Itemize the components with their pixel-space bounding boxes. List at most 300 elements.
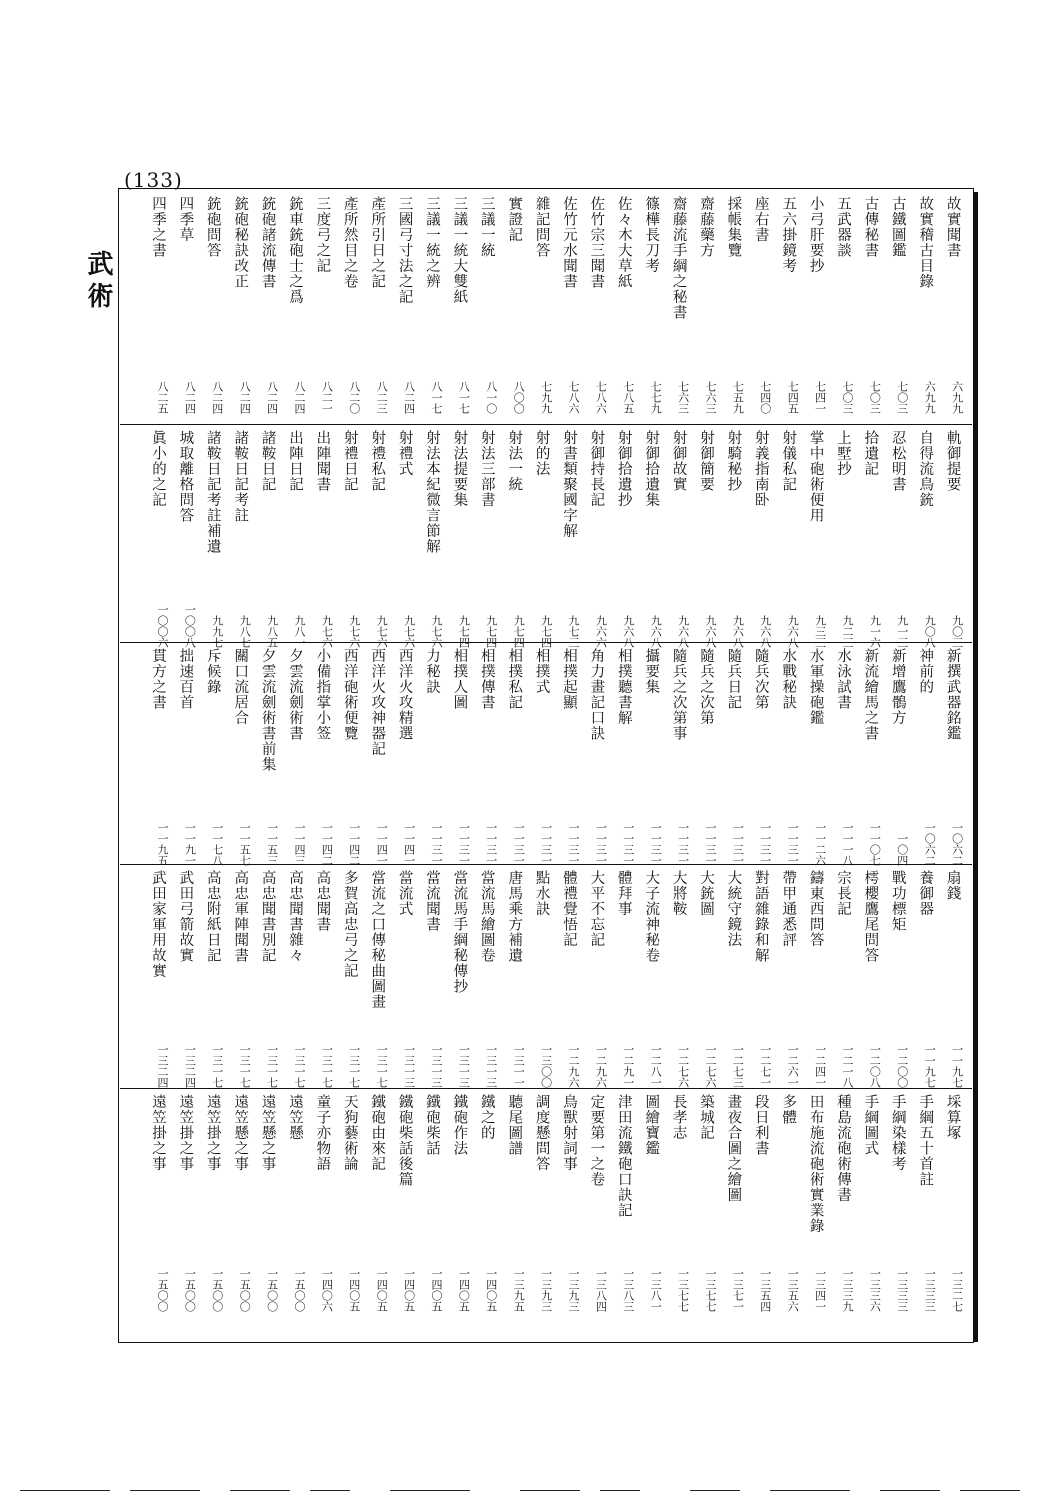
entry-page-number: 九七四 bbox=[512, 615, 526, 648]
page-number: (133) bbox=[124, 168, 183, 192]
entry-title: 故實聞書 bbox=[944, 196, 961, 258]
entry-title: 水戰秘訣 bbox=[780, 648, 797, 710]
entry-title: 射御拾遺抄 bbox=[615, 430, 632, 508]
entry-page-number: 九八七 bbox=[238, 615, 252, 648]
entry-page-number: 一三八四 bbox=[594, 1268, 608, 1312]
entry-title: 三度弓之記 bbox=[314, 196, 331, 274]
entry-title: 戰功標矩 bbox=[889, 870, 906, 932]
index-tier-3 bbox=[120, 648, 972, 872]
entry-page-number: 一一〇七 bbox=[868, 822, 882, 866]
entry-page-number: 一三七一 bbox=[731, 1268, 745, 1312]
index-tier-1 bbox=[120, 196, 972, 420]
entry-page-number: 一三一三 bbox=[457, 1044, 471, 1088]
index-entry bbox=[338, 196, 362, 420]
entry-title: 隨兵次第 bbox=[752, 648, 769, 710]
entry-title: 城取離格問答 bbox=[177, 430, 194, 523]
index-entry bbox=[393, 870, 417, 1094]
entry-title: 築城記 bbox=[698, 1094, 714, 1141]
index-entry bbox=[502, 430, 526, 654]
index-entry bbox=[502, 870, 526, 1094]
entry-page-number: 一五〇〇 bbox=[183, 1268, 197, 1312]
entry-page-number: 一一三一 bbox=[457, 822, 471, 866]
entry-title: 定要第一之卷 bbox=[588, 1094, 605, 1187]
entry-title: 上墅抄 bbox=[835, 430, 851, 477]
entry-page-number: 九七六 bbox=[430, 615, 443, 648]
entry-page-number: 一三一七 bbox=[265, 1044, 279, 1088]
entry-page-number: 一三九三 bbox=[539, 1268, 553, 1312]
entry-page-number: 九七六 bbox=[375, 615, 389, 648]
index-entry bbox=[886, 430, 910, 654]
entry-title: 樗櫻鷹尾問答 bbox=[862, 870, 879, 963]
index-entry bbox=[749, 870, 773, 1094]
entry-title: 點水訣 bbox=[533, 870, 550, 917]
index-entry bbox=[667, 870, 691, 1094]
index-entry bbox=[584, 1094, 608, 1318]
index-entry bbox=[173, 870, 197, 1094]
entry-page-number: 一一五三 bbox=[265, 822, 279, 866]
entry-title: 鑄東西問答 bbox=[807, 870, 824, 948]
entry-title: 埰算塚 bbox=[944, 1094, 961, 1141]
entry-title: 遠笠懸之事 bbox=[232, 1094, 249, 1172]
entry-page-number: 一三七七 bbox=[704, 1268, 717, 1312]
entry-page-number: 一五〇〇 bbox=[293, 1268, 306, 1312]
entry-title: 當流式 bbox=[396, 870, 413, 917]
entry-title: 射法三部書 bbox=[478, 430, 495, 508]
index-entry bbox=[420, 196, 444, 420]
entry-title: 射法一統 bbox=[506, 430, 523, 492]
index-entry bbox=[365, 430, 389, 654]
index-entry bbox=[557, 870, 581, 1094]
index-entry bbox=[639, 196, 663, 420]
entry-title: 三議一統 bbox=[478, 196, 495, 258]
index-entry bbox=[721, 870, 745, 1094]
tier-divider bbox=[120, 1088, 972, 1089]
entry-title: 帶甲通悉評 bbox=[780, 870, 797, 948]
entry-title: 水軍操砲鑑 bbox=[807, 648, 824, 726]
index-entry bbox=[228, 1094, 252, 1318]
entry-page-number: 一五〇〇 bbox=[156, 1268, 169, 1312]
index-entry bbox=[667, 430, 691, 654]
index-entry bbox=[886, 870, 910, 1094]
index-entry bbox=[310, 648, 334, 872]
index-entry bbox=[804, 1094, 828, 1318]
entry-page-number: 一〇六二 bbox=[923, 822, 937, 866]
entry-title: 大將鞍 bbox=[670, 870, 687, 917]
entry-title: 多賀高忠弓之記 bbox=[341, 870, 358, 979]
entry-page-number: 七七九 bbox=[649, 381, 663, 414]
index-entry bbox=[858, 870, 882, 1094]
entry-title: 拾遺記 bbox=[862, 430, 879, 477]
index-entry bbox=[831, 870, 855, 1094]
entry-title: 唐馬乘方補遺 bbox=[506, 870, 523, 963]
index-entry bbox=[584, 648, 608, 872]
section-label: 武術 bbox=[83, 250, 113, 314]
index-entry bbox=[228, 430, 252, 654]
entry-page-number: 一〇〇八 bbox=[183, 604, 197, 648]
entry-title: 相撲傳書 bbox=[478, 648, 495, 710]
entry-title: 射御簡要 bbox=[698, 430, 714, 492]
entry-title: 諸鞍日記 bbox=[259, 430, 276, 492]
entry-title: 遠笠掛之事 bbox=[150, 1094, 166, 1172]
entry-title: 武田弓箭故實 bbox=[177, 870, 194, 963]
index-entry bbox=[530, 430, 554, 654]
entry-page-number: 九一三 bbox=[895, 615, 909, 648]
entry-title: 角力畫記口訣 bbox=[588, 648, 605, 741]
index-entry bbox=[694, 870, 718, 1094]
entry-page-number: 九七六 bbox=[402, 615, 416, 648]
entry-title: 四季草 bbox=[177, 196, 194, 243]
entry-page-number: 一二一八 bbox=[841, 1044, 854, 1088]
index-entry bbox=[858, 196, 882, 420]
index-entry bbox=[475, 870, 499, 1094]
index-entry bbox=[228, 870, 252, 1094]
entry-page-number: 一一四二 bbox=[347, 822, 361, 866]
index-entry bbox=[201, 196, 225, 420]
index-entry bbox=[749, 430, 773, 654]
index-entry bbox=[365, 1094, 389, 1318]
index-entry bbox=[420, 870, 444, 1094]
entry-title: 宗長記 bbox=[835, 870, 851, 917]
entry-page-number: 一一三一 bbox=[758, 822, 772, 866]
entry-title: 三議一統之辨 bbox=[424, 196, 440, 289]
index-entry bbox=[584, 870, 608, 1094]
entry-page-number: 一二七三 bbox=[731, 1044, 745, 1088]
index-entry bbox=[393, 430, 417, 654]
entry-title: 銃砲問答 bbox=[204, 196, 221, 258]
entry-page-number: 一五〇〇 bbox=[238, 1268, 252, 1312]
entry-title: 貫方之書 bbox=[150, 648, 166, 710]
entry-title: 眞小的之記 bbox=[150, 430, 166, 508]
entry-page-number: 一一三一 bbox=[676, 822, 690, 866]
index-entry bbox=[941, 196, 965, 420]
index-entry bbox=[776, 1094, 800, 1318]
index-entry bbox=[201, 648, 225, 872]
index-entry bbox=[338, 1094, 362, 1318]
entry-page-number: 七四五 bbox=[786, 381, 800, 414]
index-entry bbox=[502, 648, 526, 872]
entry-title: 武田家軍用故實 bbox=[150, 870, 166, 979]
entry-title: 遠笠懸 bbox=[287, 1094, 303, 1141]
entry-page-number: 一一九七 bbox=[923, 1044, 937, 1088]
index-entry bbox=[721, 196, 745, 420]
entry-page-number: 九七三 bbox=[567, 615, 580, 648]
index-entry bbox=[584, 196, 608, 420]
index-entry bbox=[694, 648, 718, 872]
entry-title: 新流繪馬之書 bbox=[862, 648, 879, 741]
entry-title: 射御拾遺集 bbox=[643, 430, 660, 508]
entry-title: 遠笠掛之事 bbox=[177, 1094, 194, 1172]
index-entry bbox=[721, 430, 745, 654]
entry-page-number: 一三三三 bbox=[923, 1268, 937, 1312]
entry-title: 夕雲流劍術書前集 bbox=[259, 648, 276, 772]
index-entry bbox=[201, 430, 225, 654]
index-entry bbox=[639, 1094, 663, 1318]
entry-page-number: 八一〇 bbox=[484, 381, 498, 414]
entry-title: 段日利書 bbox=[752, 1094, 769, 1156]
entry-title: 大銃圖 bbox=[698, 870, 714, 917]
entry-page-number: 一二〇八 bbox=[868, 1044, 882, 1088]
entry-title: 手綱染樣考 bbox=[889, 1094, 906, 1172]
entry-title: 高忠聞書別記 bbox=[259, 870, 276, 963]
entry-page-number: 六九九 bbox=[950, 381, 964, 414]
index-entry bbox=[831, 196, 855, 420]
entry-title: 養御器 bbox=[917, 870, 934, 917]
entry-page-number: 九七六 bbox=[320, 615, 334, 648]
entry-page-number: 八二一 bbox=[320, 381, 334, 414]
entry-title: 高忠附紙日記 bbox=[204, 870, 221, 963]
index-entry bbox=[447, 1094, 471, 1318]
index-tier-4 bbox=[120, 870, 972, 1094]
index-tier-5 bbox=[120, 1094, 972, 1318]
entry-title: 佐竹宗三聞書 bbox=[588, 196, 605, 289]
entry-title: 遠笠掛之事 bbox=[204, 1094, 221, 1172]
entry-title: 齋藤流手綱之秘書 bbox=[670, 196, 687, 320]
index-entry bbox=[858, 648, 882, 872]
index-entry bbox=[776, 648, 800, 872]
entry-title: 銃砲諸流傳書 bbox=[259, 196, 276, 289]
index-entry bbox=[886, 1094, 910, 1318]
entry-title: 調度懸問答 bbox=[533, 1094, 550, 1172]
entry-title: 三議一統大雙紙 bbox=[451, 196, 468, 305]
entry-page-number: 八二〇 bbox=[347, 381, 361, 414]
entry-page-number: 一一三一 bbox=[512, 822, 526, 866]
entry-title: 拙速百首 bbox=[177, 648, 194, 710]
index-entry bbox=[365, 196, 389, 420]
entry-page-number: 一三三九 bbox=[841, 1268, 854, 1312]
entry-page-number: 一四〇五 bbox=[430, 1268, 443, 1312]
index-entry bbox=[667, 648, 691, 872]
index-entry bbox=[146, 196, 170, 420]
entry-page-number: 九六八 bbox=[649, 615, 663, 648]
entry-title: 圖繪寶鑑 bbox=[643, 1094, 660, 1156]
entry-page-number: 九〇三 bbox=[950, 615, 964, 648]
entry-title: 故實稽古目錄 bbox=[917, 196, 934, 289]
entry-page-number: 一一三一 bbox=[621, 822, 635, 866]
index-entry bbox=[447, 196, 471, 420]
index-entry bbox=[173, 430, 197, 654]
entry-page-number: 一四〇六 bbox=[320, 1268, 334, 1312]
entry-page-number: 一四〇五 bbox=[402, 1268, 416, 1312]
entry-title: 高忠聞書雜々 bbox=[287, 870, 303, 963]
entry-title: 體拜事 bbox=[615, 870, 632, 917]
entry-page-number: 七九九 bbox=[539, 381, 553, 414]
entry-page-number: 九六八 bbox=[786, 615, 800, 648]
index-entry bbox=[941, 870, 965, 1094]
index-entry bbox=[283, 648, 307, 872]
index-entry bbox=[639, 648, 663, 872]
index-entry bbox=[804, 648, 828, 872]
index-entry bbox=[831, 1094, 855, 1318]
entry-page-number: 八二四 bbox=[238, 381, 252, 414]
entry-page-number: 一二九一 bbox=[621, 1044, 635, 1088]
entry-page-number: 七八五 bbox=[621, 381, 635, 414]
entry-title: 產所然目之卷 bbox=[341, 196, 358, 289]
entry-title: 射儀私記 bbox=[780, 430, 797, 492]
index-entry bbox=[913, 1094, 937, 1318]
entry-page-number: 八二三 bbox=[375, 381, 389, 414]
entry-title: 天狗藝術論 bbox=[341, 1094, 358, 1172]
index-entry bbox=[530, 1094, 554, 1318]
index-entry bbox=[886, 648, 910, 872]
entry-page-number: 一三四一 bbox=[813, 1268, 827, 1312]
entry-page-number: 一四〇五 bbox=[457, 1268, 471, 1312]
entry-title: 長孝志 bbox=[670, 1094, 687, 1141]
entry-page-number: 一一三一 bbox=[649, 822, 663, 866]
index-entry bbox=[667, 1094, 691, 1318]
entry-page-number: 一二八一 bbox=[649, 1044, 663, 1088]
entry-title: 自得流鳥銃 bbox=[917, 430, 934, 508]
index-entry bbox=[256, 648, 280, 872]
index-entry bbox=[913, 196, 937, 420]
entry-page-number: 八〇〇 bbox=[512, 381, 526, 414]
index-entry bbox=[502, 196, 526, 420]
index-entry bbox=[475, 430, 499, 654]
index-entry bbox=[420, 1094, 444, 1318]
entry-page-number: 一二四一 bbox=[813, 1044, 827, 1088]
index-entry bbox=[694, 196, 718, 420]
entry-page-number: 一一七八 bbox=[210, 822, 224, 866]
entry-title: 種島流砲術傳書 bbox=[835, 1094, 851, 1203]
entry-page-number: 一三二七 bbox=[950, 1268, 964, 1312]
index-entry bbox=[612, 870, 636, 1094]
index-entry bbox=[804, 196, 828, 420]
entry-page-number: 一五〇〇 bbox=[210, 1268, 224, 1312]
entry-page-number: 七五九 bbox=[731, 381, 745, 414]
index-entry bbox=[256, 1094, 280, 1318]
index-entry bbox=[557, 1094, 581, 1318]
entry-title: 關口流居合 bbox=[232, 648, 249, 726]
entry-page-number: 一一三一 bbox=[786, 822, 800, 866]
entry-title: 射御持長記 bbox=[588, 430, 605, 508]
entry-title: 體禮覺悟記 bbox=[561, 870, 577, 948]
index-entry bbox=[694, 430, 718, 654]
index-entry bbox=[612, 196, 636, 420]
index-entry bbox=[475, 196, 499, 420]
entry-page-number: 一一三一 bbox=[539, 822, 553, 866]
entry-title: 遠笠懸之事 bbox=[259, 1094, 276, 1172]
index-entry bbox=[365, 648, 389, 872]
entry-page-number: 八一七 bbox=[430, 381, 443, 414]
entry-page-number: 一三一七 bbox=[293, 1044, 306, 1088]
entry-page-number: 一三一三 bbox=[402, 1044, 416, 1088]
entry-title: 相撲聽書解 bbox=[615, 648, 632, 726]
index-entry bbox=[447, 430, 471, 654]
index-entry bbox=[941, 648, 965, 872]
entry-title: 鐵砲作法 bbox=[451, 1094, 468, 1156]
entry-title: 大子流神秘卷 bbox=[643, 870, 660, 963]
entry-page-number: 一二七六 bbox=[676, 1044, 690, 1088]
entry-page-number: 一二〇〇 bbox=[895, 1044, 909, 1088]
entry-page-number: 一三九五 bbox=[512, 1268, 526, 1312]
entry-page-number: 八二四 bbox=[183, 381, 197, 414]
entry-page-number: 九〇八 bbox=[923, 615, 937, 648]
index-entry bbox=[941, 430, 965, 654]
index-entry bbox=[228, 196, 252, 420]
entry-title: 佐々木大草紙 bbox=[615, 196, 632, 289]
entry-page-number: 一三三六 bbox=[868, 1268, 882, 1312]
entry-page-number: 一三一七 bbox=[347, 1044, 361, 1088]
entry-title: 鐵砲柴話後篇 bbox=[396, 1094, 413, 1187]
entry-page-number: 一一四三 bbox=[293, 822, 306, 866]
entry-title: 三國弓寸法之記 bbox=[396, 196, 413, 305]
entry-page-number: 九六八 bbox=[676, 615, 690, 648]
index-entry bbox=[393, 648, 417, 872]
entry-page-number: 六九九 bbox=[923, 381, 937, 414]
entry-title: 隨兵日記 bbox=[725, 648, 742, 710]
entry-title: 隨兵之次第事 bbox=[670, 648, 687, 741]
index-entry bbox=[228, 648, 252, 872]
index-entry bbox=[776, 430, 800, 654]
entry-page-number: 一三一七 bbox=[210, 1044, 224, 1088]
entry-title: 射法提要集 bbox=[451, 430, 468, 508]
entry-title: 射法本紀微言節解 bbox=[424, 430, 440, 554]
index-entry bbox=[557, 430, 581, 654]
entry-title: 西洋砲術便覽 bbox=[341, 648, 358, 741]
index-entry bbox=[831, 648, 855, 872]
entry-title: 鐵之的 bbox=[478, 1094, 495, 1141]
index-entry bbox=[338, 870, 362, 1094]
index-entry bbox=[447, 870, 471, 1094]
entry-page-number: 八二四 bbox=[265, 381, 279, 414]
index-entry bbox=[201, 870, 225, 1094]
entry-title: 四季之書 bbox=[150, 196, 166, 258]
entry-title: 力秘訣 bbox=[424, 648, 440, 695]
entry-page-number: 九八五 bbox=[265, 615, 279, 648]
entry-page-number: 一三一三 bbox=[484, 1044, 498, 1088]
entry-page-number: 九六六 bbox=[594, 615, 608, 648]
index-entry bbox=[584, 430, 608, 654]
index-entry bbox=[612, 430, 636, 654]
entry-title: 大平不忘記 bbox=[588, 870, 605, 948]
entry-page-number: 九七四 bbox=[457, 615, 471, 648]
entry-title: 西洋火攻精選 bbox=[396, 648, 413, 741]
index-entry bbox=[420, 430, 444, 654]
index-entry bbox=[256, 870, 280, 1094]
entry-title: 忍松明書 bbox=[889, 430, 906, 492]
index-entry bbox=[530, 870, 554, 1094]
entry-title: 扇錢 bbox=[944, 870, 961, 901]
index-entry bbox=[256, 430, 280, 654]
entry-page-number: 九六八 bbox=[621, 615, 635, 648]
index-entry bbox=[749, 648, 773, 872]
entry-page-number: 一一三一 bbox=[594, 822, 608, 866]
entry-page-number: 一〇四 bbox=[895, 833, 909, 866]
entry-title: 銃砲秘訣改正 bbox=[232, 196, 249, 289]
index-entry bbox=[886, 196, 910, 420]
entry-page-number: 一三一一 bbox=[512, 1044, 526, 1088]
index-entry bbox=[283, 870, 307, 1094]
index-entry bbox=[913, 430, 937, 654]
entry-page-number: 一三九三 bbox=[567, 1268, 580, 1312]
index-entry bbox=[557, 648, 581, 872]
entry-page-number: 一三一三 bbox=[430, 1044, 443, 1088]
entry-page-number: 一一三一 bbox=[704, 822, 717, 866]
index-entry bbox=[530, 648, 554, 872]
entry-page-number: 九六八 bbox=[731, 615, 745, 648]
entry-title: 水泳試書 bbox=[835, 648, 851, 710]
entry-page-number: 一三一七 bbox=[238, 1044, 252, 1088]
index-entry bbox=[146, 1094, 170, 1318]
index-entry bbox=[173, 196, 197, 420]
entry-page-number: 七〇三 bbox=[868, 381, 882, 414]
entry-title: 座右書 bbox=[752, 196, 769, 243]
entry-page-number: 一一三一 bbox=[484, 822, 498, 866]
index-entry bbox=[173, 648, 197, 872]
index-entry bbox=[393, 1094, 417, 1318]
entry-title: 多體 bbox=[780, 1094, 797, 1125]
entry-title: 古傳秘書 bbox=[862, 196, 879, 258]
index-entry bbox=[310, 870, 334, 1094]
